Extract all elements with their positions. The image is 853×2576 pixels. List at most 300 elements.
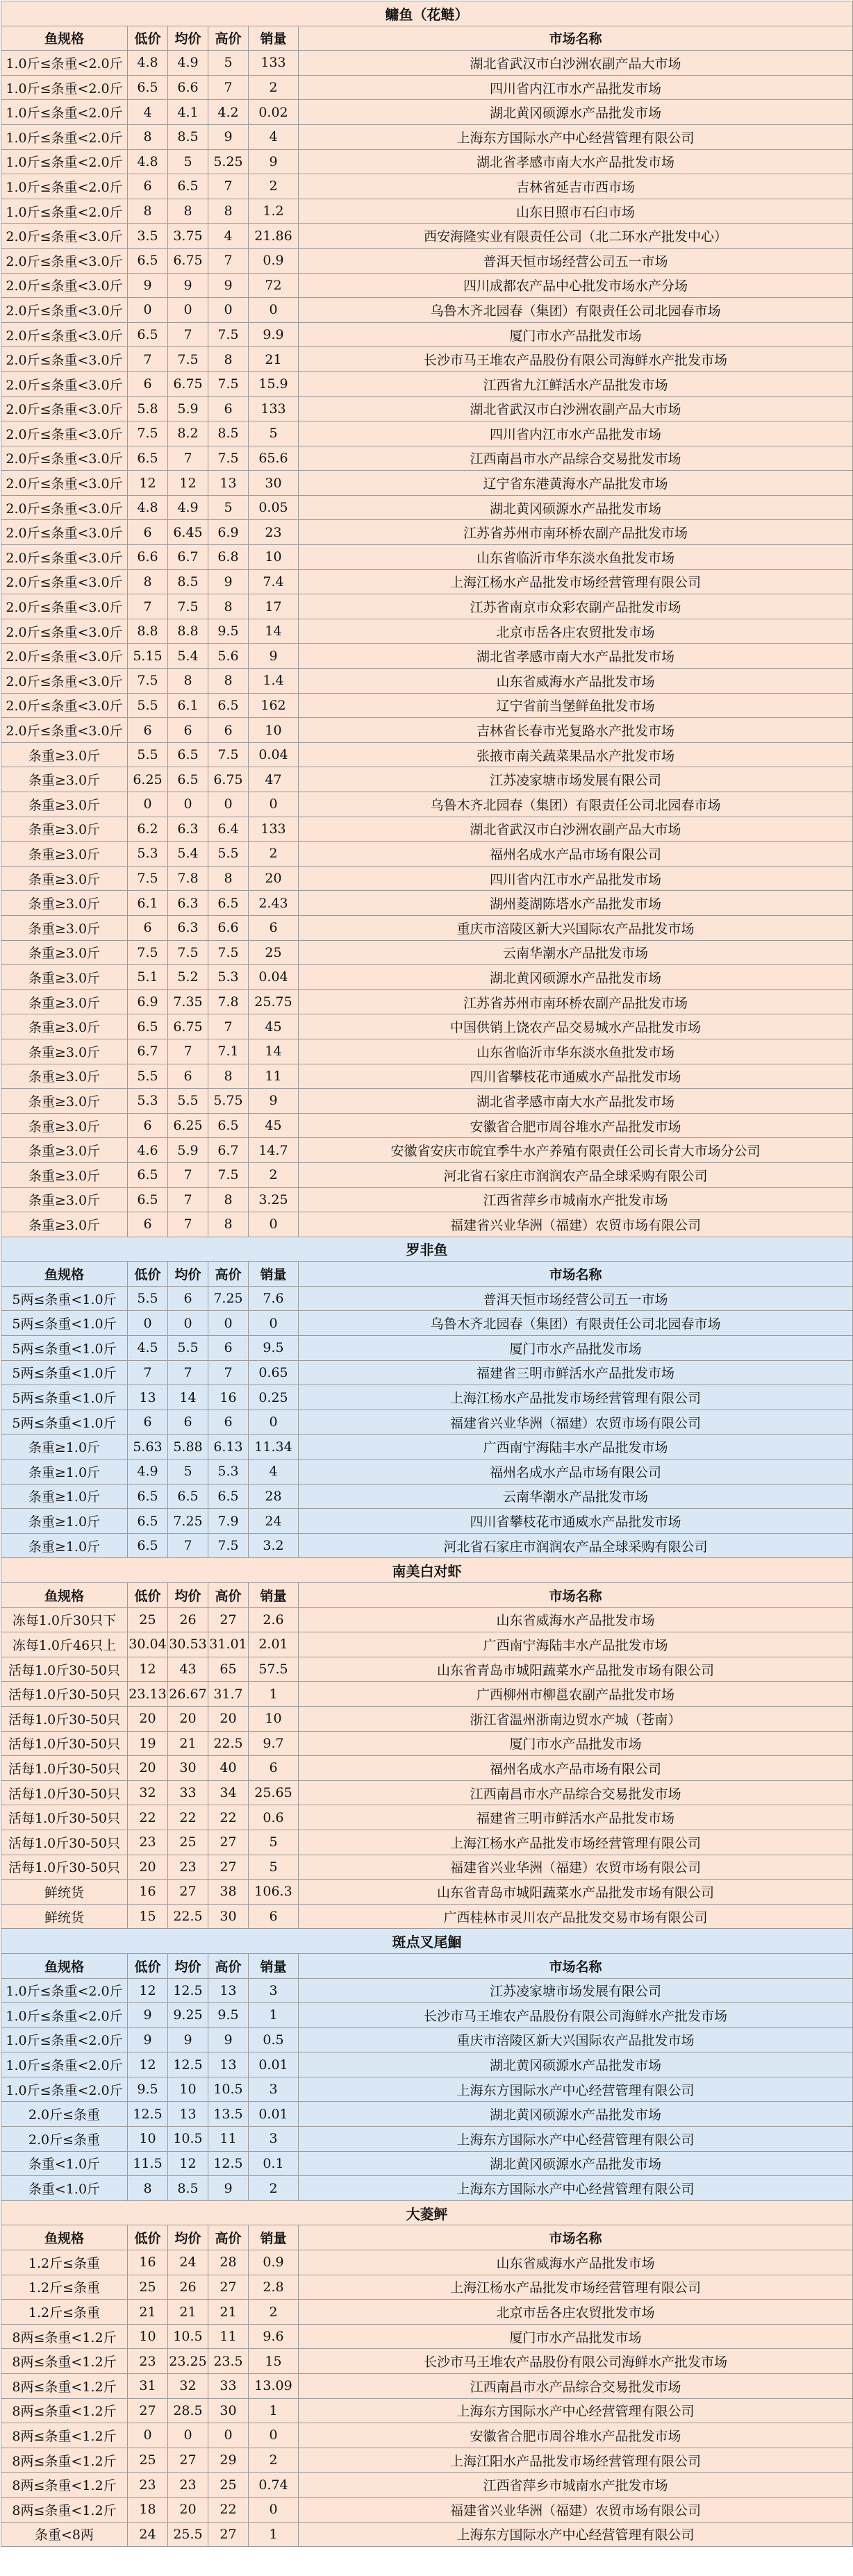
high-price-cell: 13.5	[208, 2102, 249, 2127]
table-row	[1, 100, 853, 125]
volume-cell: 7.6	[249, 1286, 299, 1311]
volume-cell: 2	[249, 75, 299, 100]
low-price-cell: 5.3	[128, 1089, 168, 1114]
high-price-cell: 40	[208, 1756, 249, 1781]
high-price-cell: 20	[208, 1706, 249, 1731]
table-row	[1, 174, 853, 199]
low-price-cell: 20	[128, 1706, 168, 1731]
table-row	[1, 1138, 853, 1163]
high-price-cell: 9	[208, 124, 249, 149]
spec-cell: 条重≥3.0斤	[1, 1187, 128, 1212]
spec-cell: 8两≤条重<1.2斤	[1, 2473, 128, 2498]
market-name-cell: 上海江杨水产品批发市场经营管理有限公司	[299, 569, 853, 594]
table-row	[1, 940, 853, 965]
avg-price-cell: 4.9	[168, 51, 208, 76]
high-price-cell: 33	[208, 2374, 249, 2399]
spec-cell: 1.0斤≤条重<2.0斤	[1, 2027, 128, 2052]
volume-cell: 0	[249, 792, 299, 817]
high-price-cell: 7.9	[208, 1509, 249, 1534]
table-row	[1, 989, 853, 1014]
volume-cell: 0	[249, 2497, 299, 2522]
spec-cell: 8两≤条重<1.2斤	[1, 2349, 128, 2374]
market-name-cell: 云南华潮水产品批发市场	[299, 1484, 853, 1509]
avg-price-cell: 0	[168, 1311, 208, 1336]
market-name-cell: 福建省兴业华洲（福建）农贸市场有限公司	[299, 1212, 853, 1237]
high-price-cell: 6.5	[208, 1484, 249, 1509]
low-price-cell: 6.5	[128, 75, 168, 100]
avg-price-cell: 13	[168, 2102, 208, 2127]
price-table-container	[1, 1, 852, 2547]
market-name-cell: 江西南昌市水产品综合交易批发市场	[299, 446, 853, 471]
low-price-cell: 12	[128, 471, 168, 496]
low-price-cell: 0	[128, 792, 168, 817]
market-name-cell: 乌鲁木齐北园春（集团）有限责任公司北园春市场	[299, 298, 853, 323]
volume-cell: 2	[249, 2448, 299, 2473]
avg-price-cell: 0	[168, 298, 208, 323]
avg-price-cell: 7	[168, 1360, 208, 1385]
low-price-cell: 6.25	[128, 767, 168, 792]
avg-price-header: 均价	[168, 26, 208, 51]
volume-cell: 2.6	[249, 1607, 299, 1632]
avg-price-cell: 26.67	[168, 1682, 208, 1707]
section-title: 南美白对虾	[1, 1558, 853, 1583]
low-price-cell: 13	[128, 1385, 168, 1410]
high-price-header: 高价	[208, 26, 249, 51]
low-price-cell: 9.5	[128, 2077, 168, 2102]
low-price-cell: 8.8	[128, 619, 168, 644]
avg-price-cell: 7	[168, 1039, 208, 1064]
avg-price-cell: 7.5	[168, 347, 208, 372]
volume-cell: 0	[249, 1410, 299, 1435]
volume-cell: 1.4	[249, 669, 299, 694]
high-price-cell: 27	[208, 1607, 249, 1632]
spec-cell: 活每1.0斤30-50只	[1, 1805, 128, 1830]
low-price-cell: 6.5	[128, 1187, 168, 1212]
high-price-cell: 22	[208, 1805, 249, 1830]
avg-price-cell: 6.7	[168, 545, 208, 570]
market-name-cell: 吉林省延吉市西市场	[299, 174, 853, 199]
high-price-cell: 6	[208, 718, 249, 743]
spec-cell: 2.0斤≤条重<3.0斤	[1, 396, 128, 421]
table-row	[1, 347, 853, 372]
market-name-cell: 江苏省苏州市南环桥农副产品批发市场	[299, 989, 853, 1014]
spec-cell: 鲜统货	[1, 1904, 128, 1929]
volume-cell: 1.2	[249, 199, 299, 224]
spec-cell: 活每1.0斤30-50只	[1, 1780, 128, 1805]
market-name-cell: 山东省威海水产品批发市场	[299, 2250, 853, 2275]
volume-cell: 6	[249, 915, 299, 940]
low-price-cell: 23	[128, 1830, 168, 1855]
volume-cell: 4	[249, 1460, 299, 1484]
high-price-cell: 11	[208, 2127, 249, 2152]
low-price-cell: 32	[128, 1780, 168, 1805]
low-price-cell: 23	[128, 2349, 168, 2374]
volume-cell: 23	[249, 520, 299, 545]
low-price-cell: 7.5	[128, 940, 168, 965]
table-row	[1, 1607, 853, 1632]
high-price-cell: 27	[208, 2275, 249, 2300]
spec-cell: 条重≥1.0斤	[1, 1460, 128, 1484]
low-price-cell: 6.5	[128, 248, 168, 273]
volume-cell: 28	[249, 1484, 299, 1509]
avg-price-cell: 7	[168, 1162, 208, 1187]
high-price-cell: 7.8	[208, 989, 249, 1014]
table-row	[1, 2027, 853, 2052]
volume-cell: 2.43	[249, 891, 299, 916]
aquatic-price-table	[1, 1, 853, 2547]
spec-cell: 条重≥1.0斤	[1, 1509, 128, 1534]
avg-price-cell: 22	[168, 1805, 208, 1830]
table-row	[1, 2275, 853, 2300]
market-name-cell: 山东省临沂市华东淡水鱼批发市场	[299, 545, 853, 570]
spec-cell: 条重≥3.0斤	[1, 1212, 128, 1237]
avg-price-cell: 20	[168, 2497, 208, 2522]
table-row	[1, 199, 853, 224]
market-name-cell: 厦门市水产品批发市场	[299, 1336, 853, 1361]
spec-header: 鱼规格	[1, 1262, 128, 1287]
table-row	[1, 2398, 853, 2423]
spec-cell: 条重≥3.0斤	[1, 742, 128, 767]
low-price-cell: 23.13	[128, 1682, 168, 1707]
volume-cell: 0.25	[249, 1385, 299, 1410]
avg-price-cell: 7	[168, 446, 208, 471]
low-price-cell: 6.5	[128, 1484, 168, 1509]
table-row	[1, 1805, 853, 1830]
low-price-cell: 19	[128, 1731, 168, 1756]
market-name-cell: 西安海隆实业有限责任公司（北二环水产批发中心）	[299, 224, 853, 249]
avg-price-cell: 6	[168, 1410, 208, 1435]
spec-cell: 活每1.0斤30-50只	[1, 1706, 128, 1731]
volume-cell: 15	[249, 2349, 299, 2374]
market-name-cell: 长沙市马王堆农产品股份有限公司海鲜水产批发市场	[299, 2003, 853, 2028]
market-name-cell: 重庆市涪陵区新大兴国际农产品批发市场	[299, 915, 853, 940]
market-name-cell: 四川省攀枝花市通威水产品批发市场	[299, 1509, 853, 1534]
volume-header: 销量	[249, 1953, 299, 1978]
spec-cell: 1.0斤≤条重<2.0斤	[1, 199, 128, 224]
low-price-cell: 6	[128, 371, 168, 396]
spec-header: 鱼规格	[1, 26, 128, 51]
high-price-header: 高价	[208, 2225, 249, 2250]
market-name-cell: 安徽省合肥市周谷堆水产品批发市场	[299, 2423, 853, 2448]
table-row	[1, 1187, 853, 1212]
avg-price-cell: 7	[168, 322, 208, 347]
spec-cell: 8两≤条重<1.2斤	[1, 2324, 128, 2349]
avg-price-cell: 9.25	[168, 2003, 208, 2028]
high-price-cell: 5	[208, 51, 249, 76]
high-price-cell: 7.5	[208, 371, 249, 396]
market-name-cell: 辽宁省前当堡鲜鱼批发市场	[299, 693, 853, 718]
volume-cell: 47	[249, 767, 299, 792]
volume-cell: 2	[249, 174, 299, 199]
spec-cell: 5两≤条重<1.0斤	[1, 1286, 128, 1311]
spec-cell: 8两≤条重<1.2斤	[1, 2374, 128, 2399]
spec-cell: 5两≤条重<1.0斤	[1, 1360, 128, 1385]
volume-cell: 0.05	[249, 495, 299, 520]
market-name-cell: 上海东方国际水产中心经营管理有限公司	[299, 2176, 853, 2201]
low-price-cell: 11.5	[128, 2151, 168, 2176]
low-price-cell: 5.5	[128, 693, 168, 718]
spec-cell: 8两≤条重<1.2斤	[1, 2423, 128, 2448]
spec-header: 鱼规格	[1, 1953, 128, 1978]
low-price-cell: 6	[128, 1410, 168, 1435]
spec-cell: 活每1.0斤30-50只	[1, 1756, 128, 1781]
spec-cell: 1.0斤≤条重<2.0斤	[1, 51, 128, 76]
low-price-cell: 8	[128, 2176, 168, 2201]
high-price-cell: 10.5	[208, 2077, 249, 2102]
volume-cell: 11	[249, 1064, 299, 1089]
table-row	[1, 2250, 853, 2275]
avg-price-cell: 5	[168, 1460, 208, 1484]
high-price-cell: 5.6	[208, 644, 249, 669]
avg-price-cell: 14	[168, 1385, 208, 1410]
volume-cell: 0	[249, 2423, 299, 2448]
avg-price-cell: 6.5	[168, 1484, 208, 1509]
high-price-cell: 8	[208, 1212, 249, 1237]
high-price-cell: 7.5	[208, 446, 249, 471]
section-title: 斑点叉尾鮰	[1, 1929, 853, 1954]
high-price-cell: 7.25	[208, 1286, 249, 1311]
spec-cell: 条重≥3.0斤	[1, 1162, 128, 1187]
table-row	[1, 2324, 853, 2349]
section-title-row	[1, 1, 853, 26]
avg-price-cell: 6	[168, 1286, 208, 1311]
low-price-cell: 16	[128, 2250, 168, 2275]
section-title: 鳙鱼（花鲢）	[1, 1, 853, 26]
low-price-cell: 7	[128, 1360, 168, 1385]
high-price-cell: 7	[208, 248, 249, 273]
spec-cell: 5两≤条重<1.0斤	[1, 1410, 128, 1435]
table-row	[1, 594, 853, 619]
high-price-cell: 8	[208, 347, 249, 372]
high-price-cell: 5.75	[208, 1089, 249, 1114]
spec-cell: 2.0斤≤条重<3.0斤	[1, 520, 128, 545]
spec-cell: 1.0斤≤条重<2.0斤	[1, 1978, 128, 2003]
market-name-cell: 上海东方国际水产中心经营管理有限公司	[299, 124, 853, 149]
section-title-row	[1, 1929, 853, 1954]
spec-cell: 1.0斤≤条重<2.0斤	[1, 75, 128, 100]
avg-price-cell: 8.5	[168, 124, 208, 149]
volume-cell: 14	[249, 619, 299, 644]
high-price-cell: 6.7	[208, 1138, 249, 1163]
avg-price-cell: 23.25	[168, 2349, 208, 2374]
low-price-cell: 6	[128, 174, 168, 199]
volume-cell: 25	[249, 940, 299, 965]
market-name-cell: 江西省萍乡市城南水产批发市场	[299, 1187, 853, 1212]
avg-price-cell: 21	[168, 1731, 208, 1756]
low-price-cell: 4.8	[128, 149, 168, 174]
market-name-cell: 吉林省长春市光复路水产批发市场	[299, 718, 853, 743]
volume-cell: 9.6	[249, 2324, 299, 2349]
volume-cell: 9	[249, 1089, 299, 1114]
spec-cell: 活每1.0斤30-50只	[1, 1855, 128, 1880]
spec-cell: 8两≤条重<1.2斤	[1, 2497, 128, 2522]
market-name-cell: 湖北省孝感市南大水产品批发市场	[299, 1089, 853, 1114]
spec-cell: 5两≤条重<1.0斤	[1, 1385, 128, 1410]
volume-cell: 15.9	[249, 371, 299, 396]
table-row	[1, 1484, 853, 1509]
low-price-cell: 21	[128, 2300, 168, 2325]
volume-cell: 9	[249, 644, 299, 669]
low-price-cell: 5.63	[128, 1435, 168, 1460]
spec-cell: 条重≥3.0斤	[1, 1113, 128, 1138]
high-price-cell: 16	[208, 1385, 249, 1410]
volume-cell: 45	[249, 1113, 299, 1138]
volume-cell: 11.34	[249, 1435, 299, 1460]
market-name-cell: 湖北黄冈硕源水产品批发市场	[299, 2102, 853, 2127]
low-price-cell: 20	[128, 1855, 168, 1880]
high-price-cell: 8	[208, 199, 249, 224]
market-name-cell: 中国供销上饶农产品交易城水产品批发市场	[299, 1014, 853, 1039]
spec-cell: 条重≥3.0斤	[1, 767, 128, 792]
spec-cell: 冻每1.0斤30只下	[1, 1607, 128, 1632]
low-price-cell: 5.3	[128, 842, 168, 867]
table-row	[1, 1731, 853, 1756]
high-price-cell: 7	[208, 174, 249, 199]
table-row	[1, 1756, 853, 1781]
volume-cell: 7.4	[249, 569, 299, 594]
spec-cell: 条重≥3.0斤	[1, 1089, 128, 1114]
avg-price-cell: 8	[168, 199, 208, 224]
market-name-cell: 湖北省武汉市白沙洲农副产品大市场	[299, 396, 853, 421]
table-row	[1, 1978, 853, 2003]
avg-price-cell: 6.5	[168, 174, 208, 199]
avg-price-cell: 28.5	[168, 2398, 208, 2423]
avg-price-cell: 24	[168, 2250, 208, 2275]
high-price-cell: 0	[208, 298, 249, 323]
avg-price-cell: 5.9	[168, 1138, 208, 1163]
spec-header: 鱼规格	[1, 1583, 128, 1608]
avg-price-cell: 5.4	[168, 842, 208, 867]
high-price-cell: 6.9	[208, 520, 249, 545]
spec-cell: 条重≥3.0斤	[1, 1039, 128, 1064]
table-row	[1, 322, 853, 347]
avg-price-cell: 6.75	[168, 371, 208, 396]
volume-cell: 1	[249, 2003, 299, 2028]
avg-price-cell: 7	[168, 1187, 208, 1212]
market-name-cell: 上海江阳水产品批发市场经营管理有限公司	[299, 2448, 853, 2473]
avg-price-cell: 7.35	[168, 989, 208, 1014]
high-price-cell: 34	[208, 1780, 249, 1805]
high-price-cell: 7.5	[208, 940, 249, 965]
low-price-cell: 4.8	[128, 51, 168, 76]
market-name-cell: 上海江杨水产品批发市场经营管理有限公司	[299, 1385, 853, 1410]
market-name-cell: 四川成都农产品中心批发市场水产分场	[299, 273, 853, 298]
low-price-cell: 3.5	[128, 224, 168, 249]
volume-cell: 1	[249, 2398, 299, 2423]
volume-cell: 30	[249, 471, 299, 496]
spec-cell: 2.0斤≤条重<3.0斤	[1, 273, 128, 298]
table-row	[1, 51, 853, 76]
avg-price-header: 均价	[168, 1262, 208, 1287]
market-name-cell: 江苏省苏州市南环桥农副产品批发市场	[299, 520, 853, 545]
avg-price-cell: 6.75	[168, 1014, 208, 1039]
low-price-cell: 9	[128, 2003, 168, 2028]
spec-cell: 2.0斤≤条重<3.0斤	[1, 322, 128, 347]
spec-cell: 2.0斤≤条重<3.0斤	[1, 248, 128, 273]
avg-price-cell: 4.9	[168, 495, 208, 520]
avg-price-cell: 0	[168, 2423, 208, 2448]
spec-cell: 条重≥3.0斤	[1, 915, 128, 940]
volume-cell: 9.9	[249, 322, 299, 347]
spec-cell: 条重≥3.0斤	[1, 891, 128, 916]
spec-cell: 活每1.0斤30-50只	[1, 1731, 128, 1756]
table-row	[1, 1336, 853, 1361]
avg-price-cell: 6.6	[168, 75, 208, 100]
volume-cell: 0.01	[249, 2102, 299, 2127]
high-price-cell: 6.8	[208, 545, 249, 570]
avg-price-cell: 10.5	[168, 2127, 208, 2152]
low-price-cell: 23	[128, 2473, 168, 2498]
volume-header: 销量	[249, 26, 299, 51]
avg-price-cell: 10	[168, 2077, 208, 2102]
spec-cell: 条重≥3.0斤	[1, 1064, 128, 1089]
volume-cell: 4	[249, 124, 299, 149]
avg-price-cell: 30	[168, 1756, 208, 1781]
market-name-cell: 上海东方国际水产中心经营管理有限公司	[299, 2077, 853, 2102]
high-price-cell: 7.5	[208, 1533, 249, 1558]
table-row	[1, 767, 853, 792]
volume-cell: 3	[249, 2127, 299, 2152]
volume-cell: 2.01	[249, 1632, 299, 1657]
avg-price-cell: 43	[168, 1657, 208, 1682]
table-row	[1, 2127, 853, 2152]
avg-price-cell: 0	[168, 792, 208, 817]
table-row	[1, 2473, 853, 2498]
market-name-cell: 普洱天恒市场经营公司五一市场	[299, 248, 853, 273]
low-price-cell: 6.1	[128, 891, 168, 916]
market-name-cell: 福州名成水产品市场有限公司	[299, 842, 853, 867]
low-price-cell: 12	[128, 1657, 168, 1682]
market-name-header: 市场名称	[299, 1583, 853, 1608]
volume-cell: 10	[249, 1706, 299, 1731]
market-name-cell: 河北省石家庄市润润农产品全球采购有限公司	[299, 1533, 853, 1558]
volume-cell: 106.3	[249, 1880, 299, 1905]
volume-cell: 9.7	[249, 1731, 299, 1756]
avg-price-cell: 6.25	[168, 1113, 208, 1138]
high-price-cell: 7.5	[208, 742, 249, 767]
volume-cell: 133	[249, 817, 299, 842]
section-title-row	[1, 1558, 853, 1583]
low-price-cell: 31	[128, 2374, 168, 2399]
high-price-cell: 7.5	[208, 322, 249, 347]
spec-cell: 2.0斤≤条重<3.0斤	[1, 693, 128, 718]
low-price-cell: 6.5	[128, 1533, 168, 1558]
high-price-cell: 5.3	[208, 965, 249, 990]
table-row	[1, 1657, 853, 1682]
market-name-cell: 乌鲁木齐北园春（集团）有限责任公司北园春市场	[299, 792, 853, 817]
volume-header: 销量	[249, 1583, 299, 1608]
spec-cell: 2.0斤≤条重<3.0斤	[1, 347, 128, 372]
low-price-cell: 5.5	[128, 742, 168, 767]
volume-cell: 0.9	[249, 2250, 299, 2275]
spec-cell: 条重≥3.0斤	[1, 1138, 128, 1163]
table-row	[1, 1706, 853, 1731]
table-row	[1, 495, 853, 520]
avg-price-cell: 6.3	[168, 915, 208, 940]
spec-cell: 1.2斤≤条重	[1, 2300, 128, 2325]
high-price-cell: 5.25	[208, 149, 249, 174]
table-row	[1, 644, 853, 669]
low-price-cell: 5.8	[128, 396, 168, 421]
table-row	[1, 2102, 853, 2127]
high-price-cell: 0	[208, 2423, 249, 2448]
volume-cell: 0	[249, 1212, 299, 1237]
high-price-cell: 6.5	[208, 693, 249, 718]
low-price-cell: 12.5	[128, 2102, 168, 2127]
market-name-cell: 江苏凌家塘市场发展有限公司	[299, 767, 853, 792]
spec-cell: 1.0斤≤条重<2.0斤	[1, 100, 128, 125]
high-price-cell: 7	[208, 75, 249, 100]
